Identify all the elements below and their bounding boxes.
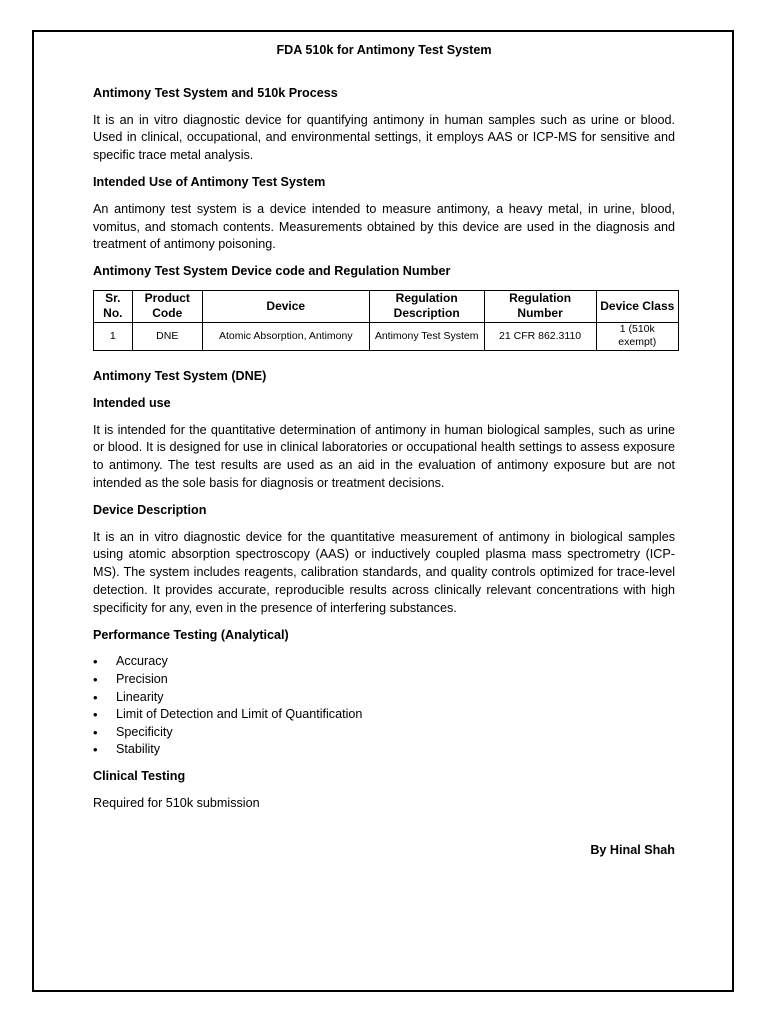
table-header-row [94,290,679,322]
device-code-table [93,290,679,351]
col-header-sr-no: Sr. No. [94,290,133,322]
section-heading-dne: Antimony Test System (DNE) [93,368,267,383]
list-item: • Linearity [93,689,675,707]
cell-product-code: DNE [132,322,202,350]
col-header-regulation-number: Regulation Number [484,290,596,322]
document-body [93,42,675,860]
section-body-device-description: It is an in vitro diagnostic device for the quantitative measurement of antimony in biological samples using atomic absorption spectroscopy (AAS) or inductively coupled plasma mass spectrometry (ICP-MS). The system includes reagents, calibration standards, and quality controls optimized for trace-level detection. It provides accurate, reproducible results across clinically relevant concentrations with high specificity for any, even in the presence of interfering substances. [93,529,675,615]
section-body-intended-use: An antimony test system is a device intended to measure antimony, a heavy metal, in urine, blood, vomitus, and stomach contents. Measurements obtained by this device are used in the diagnosis and treatment of antimony poisoning. [93,201,675,252]
section-heading-performance-testing: Performance Testing (Analytical) [93,627,289,642]
col-header-device-class: Device Class [596,290,678,322]
author-signature: By Hinal Shah [590,843,675,858]
section-body-clinical-testing: Required for 510k submission [93,795,260,810]
section-heading-intended-use: Intended Use of Antimony Test System [93,174,326,189]
cell-regulation-number: 21 CFR 862.3110 [484,322,596,350]
section-heading-device-code: Antimony Test System Device code and Regulation Number [93,264,451,279]
col-header-regulation-description: Regulation Description [369,290,484,322]
list-item: • Limit of Detection and Limit of Quantification [93,706,675,724]
section-heading-clinical-testing: Clinical Testing [93,768,186,783]
section-heading-overview: Antimony Test System and 510k Process [93,85,338,100]
cell-device-class: 1 (510k exempt) [596,322,678,350]
list-item: • Precision [93,671,675,689]
performance-testing-list [93,653,675,759]
cell-sr-no: 1 [94,322,133,350]
section-heading-intended-use-dne: Intended use [93,395,171,410]
document-title: FDA 510k for Antimony Test System [276,43,492,57]
list-item: • Accuracy [93,653,675,671]
col-header-device: Device [202,290,369,322]
table-row [94,322,679,350]
col-header-product-code: Product Code [132,290,202,322]
cell-device: Atomic Absorption, Antimony [202,322,369,350]
section-body-intended-use-dne: It is intended for the quantitative determination of antimony in human biological samples, such as urine or blood. It is designed for use in clinical laboratories or occupational health settings to assess exposure to antimony. The test results are used as an aid in the evaluation of antimony exposure but are not intended as the sole basis for diagnosis or treatment decisions. [93,422,675,490]
section-body-overview: It is an in vitro diagnostic device for quantifying antimony in human samples such as urine or blood. Used in clinical, occupational, and environmental settings, it employs AAS or ICP-MS for sensitive and specific trace metal analysis. [93,112,675,163]
section-heading-device-description: Device Description [93,502,207,517]
cell-regulation-description: Antimony Test System [369,322,484,350]
list-item: • Stability [93,741,675,759]
list-item: • Specificity [93,724,675,742]
